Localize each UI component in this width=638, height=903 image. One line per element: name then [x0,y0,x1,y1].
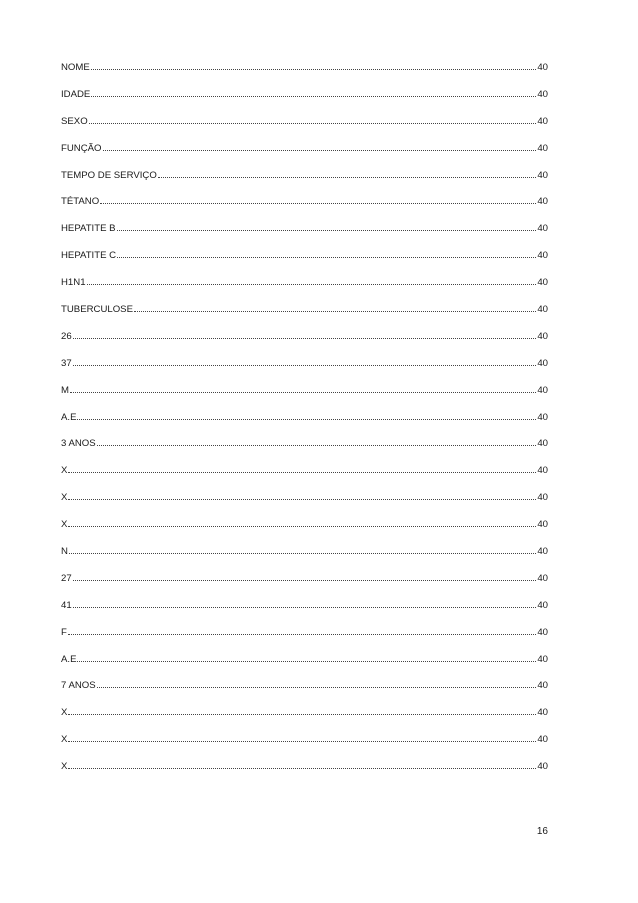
toc-dot-leader [103,150,537,151]
toc-entry-page: 40 [537,546,548,558]
toc-dot-leader [77,419,536,420]
toc-entry-page: 40 [537,411,548,423]
toc-entry [61,329,548,356]
toc-dot-leader [68,472,536,473]
toc-entry-label: NOME [61,62,90,73]
toc-entry [61,60,548,87]
toc-entry [61,194,548,221]
toc-entry-label: TUBERCULOSE [61,304,133,316]
toc-entry-page: 40 [537,357,548,369]
toc-dot-leader [97,687,537,688]
toc-entry-label: 37 [61,357,72,369]
toc-entry-page: 40 [537,223,548,235]
toc-entry [61,732,548,759]
toc-dot-leader [100,203,536,204]
toc-entry-label: HEPATITE B [61,223,116,235]
toc-entry-page: 40 [537,707,548,719]
toc-entry-page: 40 [537,680,548,692]
toc-entry-label: X [61,492,68,504]
toc-entry [61,141,548,168]
toc-dot-leader [158,177,537,178]
toc-entry-label: F [61,626,67,638]
toc-entry-label: 27 [61,572,72,584]
toc-entry [61,625,548,652]
toc-dot-leader [91,69,537,70]
toc-entry-label: FUNÇÃO [61,142,102,154]
toc-dot-leader [97,445,537,446]
toc-dot-leader [73,607,537,608]
toc-entry-label: X [61,761,68,773]
toc-entry-page: 40 [537,465,548,477]
toc-entry-page: 40 [537,519,548,531]
toc-entry-page: 40 [537,572,548,584]
toc-entry [61,221,548,248]
toc-entry-label: 7 ANOS [61,680,96,692]
toc-entry [61,652,548,679]
toc-entry-label: X [61,707,68,719]
toc-dot-leader [70,392,536,393]
toc-entry [61,383,548,410]
toc-entry-label: TEMPO DE SERVIÇO [61,169,157,181]
toc-entry-page: 40 [537,169,548,181]
toc-entry [61,436,548,463]
toc-entry-page: 40 [537,142,548,154]
toc-entry [61,678,548,705]
toc-entry-label: TÉTANO [61,196,100,208]
toc-entry-page: 40 [537,626,548,638]
toc-dot-leader [117,257,536,258]
toc-entry-page: 40 [537,384,548,396]
toc-entry-label: A.E [61,411,77,423]
toc-entry [61,248,548,275]
toc-entry-page: 40 [537,599,548,611]
toc-dot-leader [68,741,536,742]
toc-entry-label: X [61,519,68,531]
toc-dot-leader [68,768,536,769]
toc-entry-label: 3 ANOS [61,438,96,450]
toc-dot-leader [87,284,537,285]
toc-entry-label: M [61,384,69,396]
toc-dot-leader [91,96,536,97]
toc-entry [61,87,548,114]
toc-entry [61,598,548,625]
toc-entry-page: 40 [537,62,548,73]
toc-entry-label: IDADE [61,88,91,100]
page-number: 16 [536,826,548,837]
toc-dot-leader [73,580,537,581]
toc-entry [61,759,548,786]
toc-entry-page: 40 [537,438,548,450]
toc-entry [61,544,548,571]
toc-entry-label: A.E [61,653,77,665]
toc-entry [61,275,548,302]
toc-entry-page: 40 [537,734,548,746]
toc-entry [61,571,548,598]
toc-entry-page: 40 [537,115,548,127]
toc-entry [61,114,548,141]
toc-entry-page: 40 [537,492,548,504]
toc-dot-leader [68,714,536,715]
toc-entry-label: HEPATITE C [61,250,117,262]
toc-entry-label: H1N1 [61,277,86,289]
toc-entry-label: X [61,734,68,746]
toc-dot-leader [134,311,536,312]
toc-entry [61,168,548,195]
toc-dot-leader [89,123,537,124]
toc-entry [61,517,548,544]
toc-dot-leader [77,661,536,662]
toc-entry [61,463,548,490]
toc-entry-label: 26 [61,330,72,342]
toc-entry-label: X [61,465,68,477]
toc-entry-label: SEXO [61,115,88,127]
toc-dot-leader [117,230,537,231]
toc-entry-page: 40 [537,653,548,665]
toc-entry-page: 40 [537,88,548,100]
toc-entry-label: N [61,546,68,558]
toc-entry-page: 40 [537,304,548,316]
toc-entry-page: 40 [537,761,548,773]
toc-entry [61,302,548,329]
toc-entry-page: 40 [537,330,548,342]
table-of-contents [61,60,548,786]
toc-dot-leader [68,634,536,635]
toc-entry [61,410,548,437]
toc-entry-page: 40 [537,250,548,262]
toc-dot-leader [69,553,536,554]
toc-entry [61,356,548,383]
toc-dot-leader [73,338,537,339]
toc-dot-leader [68,526,536,527]
toc-entry [61,490,548,517]
toc-entry-label: 41 [61,599,72,611]
toc-entry-page: 40 [537,196,548,208]
toc-dot-leader [68,499,536,500]
toc-dot-leader [73,365,537,366]
toc-entry [61,705,548,732]
toc-entry-page: 40 [537,277,548,289]
